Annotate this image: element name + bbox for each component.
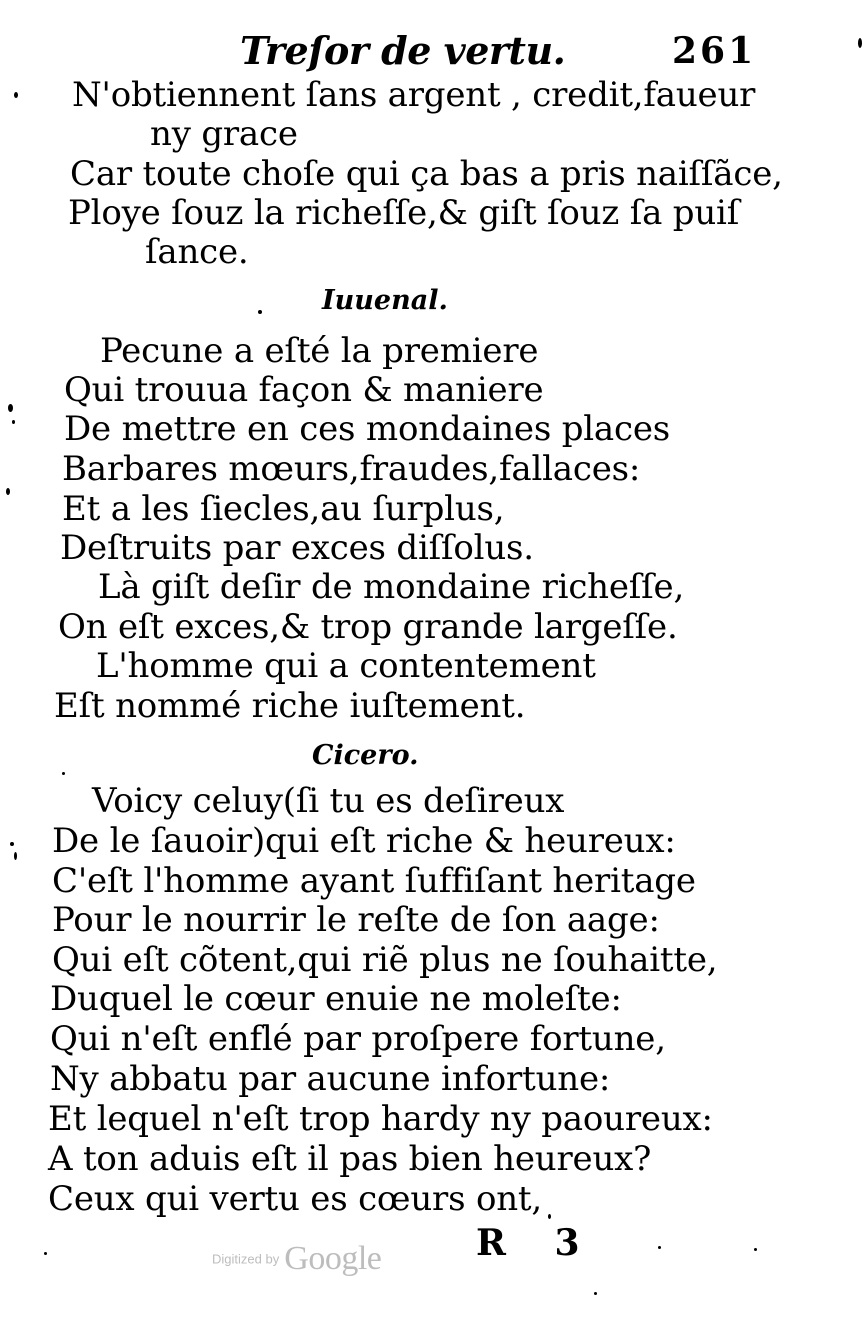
- verse-line: N'obtiennent ſans argent , credit,faueur: [72, 75, 756, 115]
- verse-line: Ploye ſouz la richeſſe,& giſt ſouz ſa puiſ: [68, 193, 740, 233]
- verse-line: Qui eſt cõtent,qui riẽ plus ne ſouhaitte,: [52, 940, 718, 980]
- scan-speck: [14, 852, 17, 860]
- scan-speck: [12, 420, 15, 424]
- signature-mark: R 3: [476, 1222, 598, 1264]
- verse-line: Eſt nommé riche iuſtement.: [54, 686, 526, 726]
- scan-speck: [8, 404, 13, 412]
- scan-speck: [6, 488, 10, 495]
- verse-line: Et a les ſiecles,au ſurplus,: [62, 489, 505, 529]
- scan-speck: [594, 1292, 597, 1295]
- scan-speck: [10, 842, 14, 846]
- digitized-prefix: Digitized by: [212, 1251, 280, 1267]
- scan-speck: [754, 1248, 757, 1251]
- scan-speck: [14, 92, 18, 98]
- scan-speck: [62, 772, 65, 775]
- verse-line: C'eſt l'homme ayant ſuffiſant heritage: [52, 861, 696, 901]
- verse-line: Ceux qui vertu es cœurs ont,: [48, 1179, 542, 1219]
- scan-speck: [548, 1214, 551, 1219]
- verse-line: Duquel le cœur enuie ne moleſte:: [50, 979, 622, 1019]
- verse-line: Pour le nourrir le reſte de ſon aage:: [52, 900, 660, 940]
- verse-line: Qui n'eſt enflé par proſpere fortune,: [50, 1019, 666, 1059]
- page-number: 261: [672, 30, 757, 72]
- verse-line: Pecune a eſté la premiere: [100, 331, 539, 371]
- verse-line: De mettre en ces mondaines places: [64, 409, 671, 449]
- google-logo: Google: [284, 1240, 382, 1277]
- section-heading-iuuenal: Iuuenal.: [322, 285, 448, 316]
- verse-line: Deſtruits par exces diſſolus.: [60, 528, 534, 568]
- verse-line: Barbares mœurs,fraudes,fallaces:: [62, 449, 641, 489]
- verse-line: ny grace: [150, 114, 298, 154]
- scan-speck: [858, 38, 862, 48]
- digitized-watermark: [212, 1240, 381, 1278]
- verse-line: Là giſt deſir de mondaine richeſſe,: [98, 567, 685, 607]
- running-title: Treſor de vertu.: [240, 28, 566, 73]
- verse-line: De le ſauoir)qui eſt riche & heureux:: [52, 821, 676, 861]
- scan-speck: [258, 310, 262, 314]
- verse-line: A ton aduis eſt il pas bien heureux?: [48, 1139, 652, 1179]
- verse-line: Qui trouua façon & maniere: [64, 370, 544, 410]
- verse-line: ſance.: [145, 232, 249, 272]
- verse-line: Et lequel n'eſt trop hardy ny paoureux:: [48, 1099, 713, 1139]
- verse-line: On eſt exces,& trop grande largeſſe.: [58, 607, 678, 647]
- verse-line: L'homme qui a contentement: [96, 646, 596, 686]
- verse-line: Car toute choſe qui ça bas a pris naiſſãce,: [70, 154, 783, 194]
- scan-speck: [44, 1252, 47, 1255]
- verse-line: Ny abbatu par aucune infortune:: [50, 1059, 611, 1099]
- verse-line: Voicy celuy(ſi tu es deſireux: [92, 781, 565, 821]
- section-heading-cicero: Cicero.: [312, 740, 419, 771]
- scan-speck: [658, 1246, 661, 1249]
